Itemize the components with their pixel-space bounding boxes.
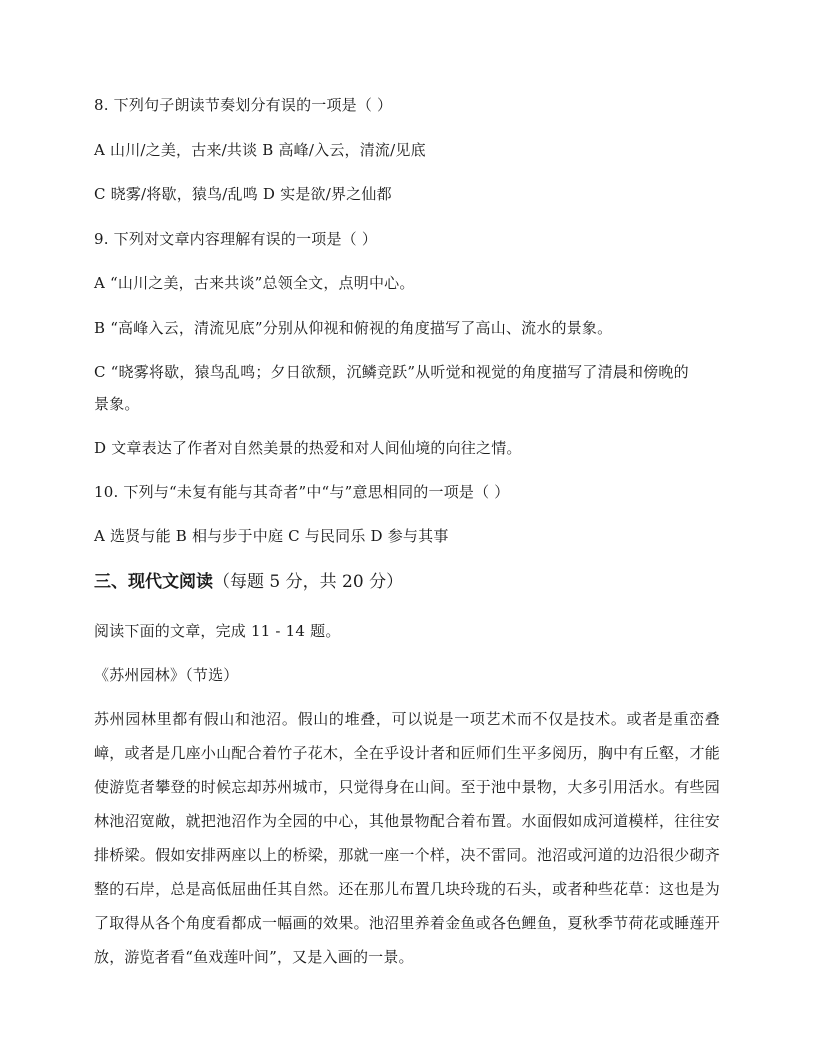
- q9-option-d: D 文章表达了作者对自然美景的热爱和对人间仙境的向往之情。: [94, 439, 522, 457]
- section-3-heading: [94, 570, 403, 594]
- q9-stem: 9. 下列对文章内容理解有误的一项是（ ）: [94, 230, 378, 248]
- section-3-title: 三、现代文阅读: [94, 572, 213, 592]
- q8-options-ab: A 山川/之美，古来/共谈 B 高峰/入云，清流/见底: [94, 141, 426, 159]
- passage-body: 苏州园林里都有假山和池沼。假山的堆叠，可以说是一项艺术而不仅是技术。或者是重峦叠嶂，或者是几座小山配合着竹子花木，全在乎设计者和匠师们生平多阅历，胸中有丘壑，才能使游览者攀登的时候忘却苏州城市，只觉得身在山间。至于池中景物，大多引用活水。有些园林池沼宽敞，就把池沼作为全园的中心，其他景物配合着布置。水面假如成河道模样，往往安排桥梁。假如安排两座以上的桥梁，那就一座一个样，决不雷同。池沼或河道的边沿很少砌齐整的石岸，总是高低屈曲任其自然。还在那儿布置几块玲珑的石头，或者种些花草：这也是为了取得从各个角度看都成一幅画的效果。池沼里养着金鱼或各色鲤鱼，夏秋季节荷花或睡莲开放，游览者看“鱼戏莲叶间”，又是入画的一景。: [94, 710, 720, 966]
- reading-instruction: 阅读下面的文章，完成 11 - 14 题。: [94, 622, 341, 640]
- q9-option-c-line1: C “晓雾将歇，猿鸟乱鸣；夕日欲颓，沉鳞竞跃”从听觉和视觉的角度描写了清晨和傍晚的: [94, 363, 689, 381]
- section-3-score-note: （每题 5 分，共 20 分）: [213, 572, 404, 592]
- q9-option-c-line2: 景象。: [94, 395, 140, 413]
- q10-stem: 10. 下列与“未复有能与其奇者”中“与”意思相同的一项是（ ）: [94, 483, 510, 501]
- q8-options-cd: C 晓雾/将歇，猿鸟/乱鸣 D 实是欲/界之仙都: [94, 185, 392, 203]
- q8-stem: 8. 下列句子朗读节奏划分有误的一项是（ ）: [94, 96, 393, 114]
- q9-option-a: A “山川之美，古来共谈”总领全文，点明中心。: [94, 274, 415, 292]
- q9-option-b: B “高峰入云，清流见底”分别从仰视和俯视的角度描写了高山、流水的景象。: [94, 319, 613, 337]
- passage-title: 《苏州园林》（节选）: [94, 666, 239, 684]
- q10-options: A 选贤与能 B 相与步于中庭 C 与民同乐 D 参与其事: [94, 527, 449, 545]
